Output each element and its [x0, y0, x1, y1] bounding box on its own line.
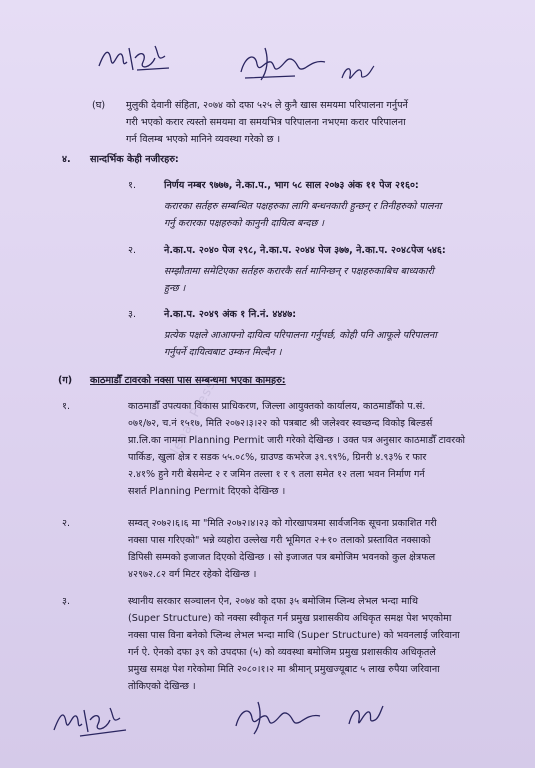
signature-initials-top [95, 40, 175, 76]
signature-right-top [338, 60, 378, 86]
clause-gha-marker: (घ) [92, 100, 106, 111]
precedent-citation: निर्णय नम्बर ९७७७, ने.का.प., भाग ५८ साल २०७३ अंक ११ पेज २१६०: [164, 180, 419, 191]
precedent-summary-line: गर्नु करारका पक्षहरुको कानुनी दायित्व बन्दछ । [164, 218, 324, 229]
work-item-text [128, 398, 510, 500]
work-item-line: सशर्त Planning Permit दिएको देखिन्छ । [128, 486, 286, 497]
work-item-line: नक्सा पास गरिएको" भन्ने व्यहोरा उल्लेख गरी भूमिगत २+१० तलाको प्रस्तावित नक्साको [128, 535, 431, 546]
work-item-number: ३. [62, 596, 71, 607]
work-item-number: २. [62, 518, 71, 529]
precedent-citation: ने.का.प. २०४० पेज २९८, ने.का.प. २०४४ पेज ३७७, ने.का.प. २०४८पेज ५४६: [164, 245, 446, 256]
precedent-summary [164, 198, 509, 232]
signature-right-bottom [345, 700, 387, 734]
precedent-summary [164, 263, 509, 297]
work-item-line: सम्वत् २०७२।६।६ मा "मिति २०७२।४।२३ को गोरखापत्रमा सार्वजनिक सूचना प्रकाशित गरी [128, 518, 437, 529]
work-item-line: ४२९७२.८२ वर्ग मिटर रहेको देखिन्छ । [128, 569, 257, 580]
work-item-line: प्रमुख समक्ष पेश गरेकोमा मिति २०८०।१।२ मा श्रीमान् प्रमुखज्यूबाट ५ लाख रुपैया जरिवाना [128, 664, 440, 675]
signature-initials-bottom [50, 700, 130, 740]
work-item-line: ०७१/७२, च.नं १५१७, मिति २०७२।३।२२ को पत्रबाट श्री जलेश्वर स्वच्छन्द विकोइ बिल्डर्स [128, 418, 433, 429]
clause-gha-line: मुलुकी देवानी संहिता, २०७४ को दफा ५२५ ले कुनै खास समयमा परिपालना गर्नुपर्ने [126, 100, 408, 111]
clause-gha-line: गर्न विलम्ब भएको मानिने व्यवस्था गरेको छ । [126, 134, 281, 145]
work-item-line: गर्न ऐ. ऐनको दफा ३९ को उपदफा (५) को व्यवस्था बमोजिम प्रमुख प्रशासकीय अधिकृतले [128, 647, 436, 658]
precedent-summary-line: हुन्छ । [164, 283, 186, 294]
work-item-number: १. [62, 401, 71, 412]
signature-middle-bottom [230, 698, 325, 738]
work-item-line: काठमाडौँ उपत्यका विकास प्राधिकरण, जिल्ला आयुक्तको कार्यालय, काठमाडौँको प.सं. [128, 401, 426, 412]
work-item-line: (Super Structure) को नक्सा स्वीकृत गर्न प्रमुख प्रशासकीय अधिकृत समक्ष पेश भएकोमा [128, 613, 452, 624]
precedent-summary-line: गर्नुपर्ने दायित्वबाट उम्कन मिल्दैन । [164, 347, 282, 358]
section-ga-marker: (ग) [58, 375, 73, 386]
work-item-line: तोकिएको देखिन्छ । [128, 681, 196, 692]
work-item-line: नक्सा पास विना बनेको प्लिन्थ लेभल भन्दा माथि (Super Structure) को भवनलाई जरिवाना [128, 630, 460, 641]
signature-middle-top [235, 42, 330, 84]
clause-gha-line: गरी भएको करार त्यस्तो समयमा वा समयभित्र परिपालना नभएमा करार परिपालना [126, 117, 406, 128]
precedent-summary-line: करारका सर्तहरु सम्बन्धित पक्षहरुका लागि बन्धनकारी हुन्छन् र तिनीहरुको पालना [164, 201, 442, 212]
precedent-number: २. [128, 245, 137, 256]
clause-gha-text [126, 97, 511, 148]
precedent-number: १. [128, 180, 137, 191]
work-item-line: स्थानीय सरकार सञ्चालन ऐन, २०७४ को दफा ३५ बमोजिम प्लिन्थ लेभल भन्दा माथि [128, 596, 419, 607]
precedent-number: ३. [128, 309, 137, 320]
section4-number: ४. [62, 154, 71, 165]
work-item-line: पार्किङ, खुला क्षेत्र र सडक ५५.०८%, ग्राउण्ड कभरेज ३९.९९%, ग्रिनरी ४.९३% र फार [128, 452, 427, 463]
precedent-summary [164, 327, 509, 361]
section4-heading: सान्दर्भिक केही नजीरहरु: [90, 154, 179, 165]
watermark: Nepal Press [165, 378, 220, 463]
precedent-summary-line: सम्झौतामा समेटिएका सर्तहरु करारकै सर्त मानिन्छन् र पक्षहरुकाबिच बाध्यकारी [164, 266, 434, 277]
work-item-line: डिपिसी सम्मको इजाजत दिएको देखिन्छ । सो इजाजत पत्र बमोजिम भवनको कुल क्षेत्रफल [128, 552, 436, 563]
work-item-text [128, 593, 510, 695]
precedent-citation: ने.का.प. २०४९ अंक १ नि.नं. ४४४७: [164, 309, 297, 320]
section-ga-heading: काठमाडौँ टावरको नक्सा पास सम्बन्धमा भएका कामहरु: [90, 375, 286, 386]
work-item-line: २.४१% हुने गरी बेसमेन्ट २ र जमिन तल्ला १ र ९ तला समेत १२ तला भवन निर्माण गर्न [128, 469, 425, 480]
work-item-text [128, 515, 510, 583]
precedent-summary-line: प्रत्येक पक्षले आआफ्नो दायित्व परिपालना गर्नुपर्छ, कोही पनि आफूले परिपालना [164, 330, 437, 341]
work-item-line: प्रा.लि.का नाममा Planning Permit जारी गरेको देखिन्छ । उक्त पत्र अनुसार काठमाडौँ टावरको [128, 435, 466, 446]
